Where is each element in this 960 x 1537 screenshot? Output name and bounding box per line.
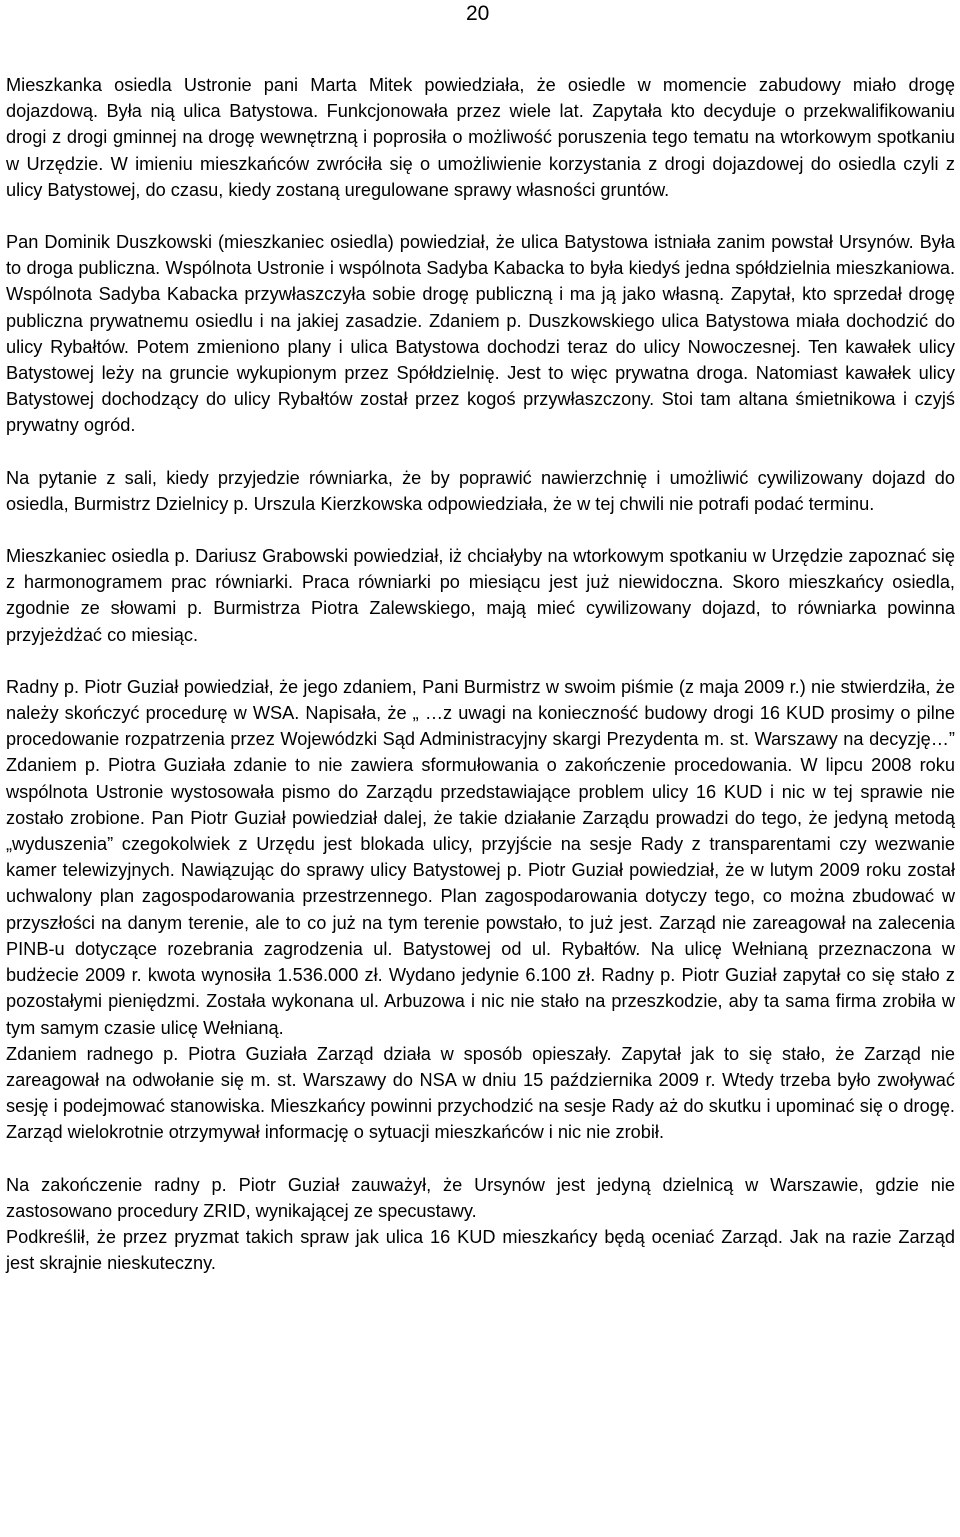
page-number: 20 xyxy=(466,2,490,25)
paragraph-piotr-guzial-statement: Radny p. Piotr Guział powiedział, że jego zdaniem, Pani Burmistrz w swoim piśmie (z maja 2009 r.) nie stwierdziła, że należy skończyć procedurę w WSA. Napisała, że „ …z uwagi na konieczność budowy drogi 16 KUD prosimy o pilne procedowanie rozpatrzenia przez Wojewódzki Sąd Administracyjny skargi Prezydenta m. st. Warszawy na decyzję…” Zdaniem p. Piotra Guziała zdanie to nie zawiera sformułowania o zakończenie procedowania. W lipcu 2008 roku wspólnota Ustronie wystosowała pismo do Zarządu przedstawiające problem ulicy 16 KUD i nic w tej sprawie nie zostało zrobione. Pan Piotr Guział powiedział dalej, że takie działanie Zarządu prowadzi do tego, że jedyną metodą „wyduszenia” czegokolwiek z Urzędu jest blokada ulicy, przyjście na sesje Rady z transparentami czy wezwanie kamer telewizyjnych. Nawiązując do sprawy ulicy Batystowej p. Piotr Guział powiedział, że w lutym 2009 roku został uchwalony plan zagospodarowania przestrzennego. Plan zagospodarowania dotyczy tego, co można zbudować w przyszłości na danym terenie, ale to co już na tym terenie powstało, to już jest. Zarząd nie zareagował na zalecenia PINB-u dotyczące rozebrania zagrodzenia ul. Batystowej od ul. Rybałtów. Na ulicę Wełnianą przeznaczona w budżecie 2009 r. kwota wynosiła 1.536.000 zł. Wydano jedynie 6.100 zł. Radny p. Piotr Guział zapytał co się stało z pozostałymi pieniędzmi. Została wykonana ul. Arbuzowa i nic nie stało na przeszkodzie, aby ta sama firma zrobiła w tym samym czasie ulicę Wełnianą. xyxy=(6,676,955,1038)
paragraph-dariusz-grabowski: Mieszkaniec osiedla p. Dariusz Grabowski powiedział, iż chciałyby na wtorkowym spotkaniu w Urzędzie zapoznać się z harmonogramem prac równiarki. Praca równiarki po miesiącu jest już niewidoczna. Skoro mieszkańcy osiedla, zgodnie ze słowami p. Burmistrza Piotra Zalewskiego, mają mieć cywilizowany dojazd, to równiarka powinna przyjeżdżać co miesiąc. xyxy=(6,546,955,645)
document-body xyxy=(6,72,955,1276)
paragraph-dominik-duszkowski: Pan Dominik Duszkowski (mieszkaniec osiedla) powiedział, że ulica Batystowa istniała zanim powstał Ursynów. Była to droga publiczna. Wspólnota Ustronie i wspólnota Sadyba Kabacka to była kiedyś jedna spółdzielnia mieszkaniowa. Wspólnota Sadyba Kabacka przywłaszczyła sobie drogę publiczną i ma ją jako własną. Zapytał, kto sprzedał drogę publiczna prywatnemu osiedlu i na jakiej zasadzie. Zdaniem p. Duszkowskiego ulica Batystowa miała dochodzić do ulicy Rybałtów. Potem zmieniono plany i ulica Batystowa dochodzi teraz do ulicy Nowoczesnej. Ten kawałek ulicy Batystowej leży na gruncie wykupionym przez Spółdzielnię. Jest to więc prywatna droga. Natomiast kawałek ulicy Batystowej dochodzący do ulicy Rybałtów został przez kogoś przywłaszczony. Stoi tam altana śmietnikowa i czyjś prywatny ogród. xyxy=(6,232,955,436)
paragraph-piotr-guzial-closing: Na zakończenie radny p. Piotr Guział zauważył, że Ursynów jest jedyną dzielnicą w Warszawie, gdzie nie zastosowano procedury ZRID, wynikającej ze specustawy. xyxy=(6,1174,955,1221)
paragraph-question-grader: Na pytanie z sali, kiedy przyjedzie równiarka, że by poprawić nawierzchnię i umożliwić cywilizowany dojazd do osiedla, Burmistrz Dzielnicy p. Urszula Kierzkowska odpowiedziała, że w tej chwili nie potrafi podać terminu. xyxy=(6,467,955,514)
paragraph-marta-mitek: Mieszkanka osiedla Ustronie pani Marta Mitek powiedziała, że osiedle w momencie zabudowy miało drogę dojazdową. Była nią ulica Batystowa. Funkcjonowała przez wiele lat. Zapytała kto decyduje o przekwalifikowaniu drogi z drogi gminnej na drogę wewnętrzną i poprosiła o możliwość poruszenia tego tematu na wtorkowym spotkaniu w Urzędzie. W imieniu mieszkańców zwróciła się o umożliwienie korzystania z drogi dojazdowej do osiedla czyli z ulicy Batystowej, do czasu, kiedy zostaną uregulowane sprawy własności gruntów. xyxy=(6,75,955,200)
paragraph-piotr-guzial-emphasis: Podkreślił, że przez pryzmat takich spraw jak ulica 16 KUD mieszkańcy będą oceniać Zarząd. Jak na razie Zarząd jest skrajnie nieskuteczny. xyxy=(6,1226,955,1274)
paragraph-piotr-guzial-opinion: Zdaniem radnego p. Piotra Guziała Zarząd działa w sposób opieszały. Zapytał jak to się stało, że Zarząd nie zareagował na odwołanie się m. st. Warszawy do NSA w dniu 15 października 2009 r. Wtedy trzeba było zwoływać sesję i podejmować stanowiska. Mieszkańcy powinni przychodzić na sesje Rady aż do skutku i upominać się o drogę. Zarząd wielokrotnie otrzymywał informację o sytuacji mieszkańców i nic nie zrobił. xyxy=(6,1043,955,1143)
